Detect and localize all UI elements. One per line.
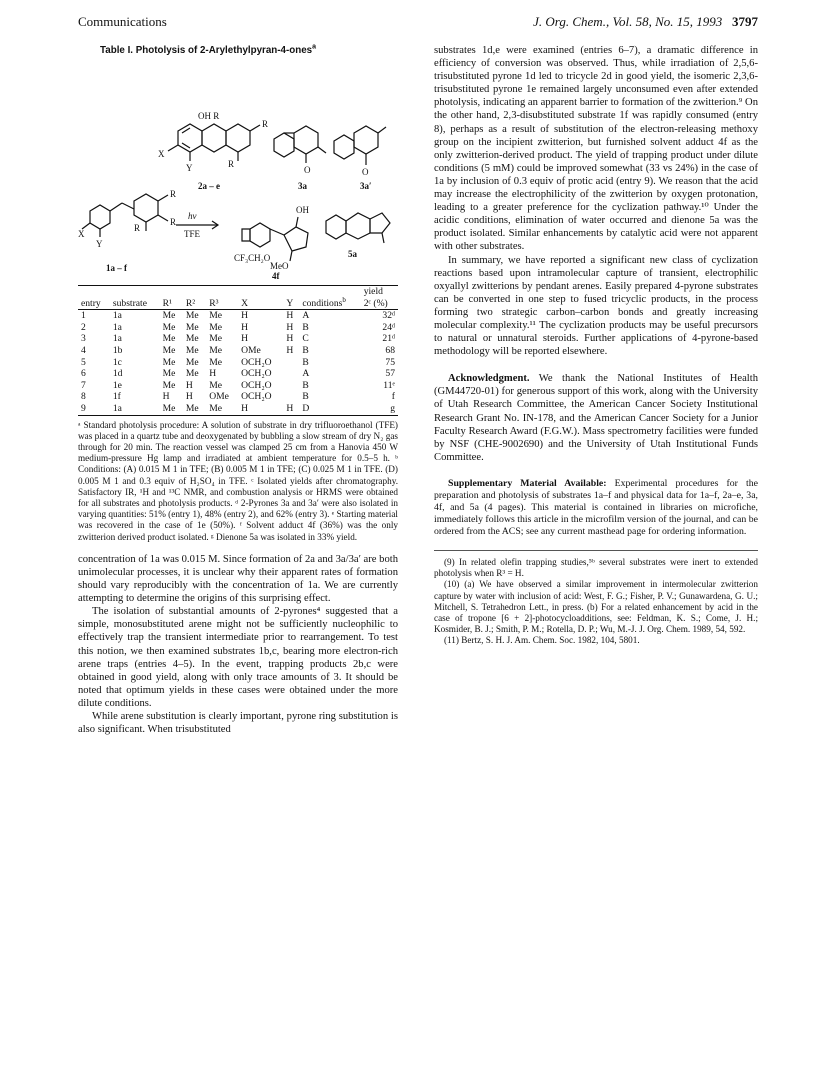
right-column [434, 44, 758, 647]
col-r3: R³ [206, 286, 238, 310]
cell-x: OCH₂O [241, 391, 272, 403]
body-paragraph-2: The isolation of substantial amounts of 2-pyrones⁴ suggested that a simple, monosubstituted arene might not be sufficiently nucleophilic to effectively trap the transient intermediate prior to rearrangement. To test this notion, we then examined substrates 1b,c, bearing more electron-rich arene traps (entries 4–5). In the event, trapping products 2b,c were obtained in good yield, along with only trace amounts of 3. It should be noted that optimum yields in these cases were obtained under the more dilute conditions. [78, 606, 398, 709]
cell-r2: Me [185, 356, 199, 368]
cell-r2: Me [185, 321, 199, 333]
scheme-label-3a-prime: 3a′ [360, 181, 372, 192]
supplementary-material [434, 478, 758, 538]
cell-r2: Me [185, 368, 199, 380]
cell-entry: 2 [81, 321, 86, 333]
cell-r3: Me [206, 403, 238, 415]
cell-x: H [241, 321, 248, 333]
cell-yield: 75 [385, 356, 395, 368]
cell-r1: H [162, 391, 170, 403]
scheme-label-5a: 5a [348, 249, 357, 260]
scheme-label-oh: OH [296, 205, 309, 216]
col-r2: R² [183, 286, 206, 310]
structure-1a-f [82, 194, 168, 237]
cell-r3: H [209, 368, 217, 380]
scheme-label-r2: R [262, 119, 269, 130]
cell-entry: 3 [81, 333, 86, 345]
table-row [78, 322, 398, 334]
col-entry: entry [78, 286, 110, 310]
cell-r1: Me [162, 356, 176, 368]
cell-r3: Me [209, 356, 222, 368]
cell-x: H [238, 403, 283, 415]
cell-y: H [283, 403, 299, 415]
cell-yield: 57 [385, 368, 395, 380]
supplementary-text: Experimental procedures for the preparation and photolysis of substrates 1a–f and physical data for 1a–f, 2a–e, 3a, 4f, and 5a (4 pages). This material is contained in libraries on microfiche, immediately follows this article in the microfilm version of the journal, and can be ordered from the ACS; see any current masthead page for ordering information. [434, 477, 758, 537]
cell-substrate: 1f [112, 391, 121, 403]
cell-conditions: B [302, 345, 309, 357]
col-y: Y [283, 286, 299, 310]
journal-volume: Vol. 58, No. 15, 1993 [612, 14, 723, 29]
cell-entry: 6 [81, 368, 86, 380]
scheme-label-o1: O [304, 165, 311, 176]
cell-yield: 68 [385, 345, 395, 357]
cell-yield: 11ᵉ [383, 379, 395, 391]
cell-r1: Me [162, 379, 176, 391]
cell-yield: g [361, 403, 398, 415]
left-column [78, 44, 398, 736]
scheme-label-r3-sub: R [134, 223, 141, 234]
cell-entry: 9 [78, 403, 110, 415]
scheme-label-r1-sub: R [170, 189, 177, 200]
body-paragraph-4: substrates 1d,e were examined (entries 6–7), a dramatic difference in efficiency of conversion was observed. Thus, while irradiation of 2,5,6-trisubstituted pyrone 1d led to tricycle 2d in good yield, the isomeric 2,3,6-trisubstituted pyrone 1e remained largely unconsumed even after extended photolysis, indicating an apparent barrier to formation of the zwitterion.⁹ On the other hand, 2,3-disubstituted substrate 1f was rapidly consumed (entry 8), perhaps as a result of substitution of the electron-releasing methoxy group on the incipient zwitterion, but furnished solvent adduct 4f as the only zwitterion-derived product. The yield of trapping product under dilute conditions (5 mM) could be improved somewhat (33 vs 24%) in the case of 1a by inclusion of 0.3 equiv of protic acid (entry 9). We reason that the acid may increase the electrophilicity of the zwitterion by oxygen protonation, leading to a greater preference for the cyclization pathway.¹⁰ Under the acidic conditions, elimination of water occurred and dienone 5a was the product isolated. Similar enhancements by catalytic acid were not apparent with other substrates. [434, 45, 758, 253]
table-row [78, 380, 398, 392]
scheme-label-o2: O [362, 167, 369, 178]
running-head [78, 14, 758, 32]
supplementary-heading: Supplementary Material Available: [448, 477, 607, 489]
table-row [78, 310, 398, 322]
cell-y: H [286, 345, 294, 357]
col-x: X [238, 286, 283, 310]
scheme-label-3a: 3a [298, 181, 307, 192]
cell-y: H [286, 321, 294, 333]
body-paragraph-3: While arene substitution is clearly important, pyrone ring substitution is also significant. When trisubstituted [78, 710, 398, 736]
scheme-label-y-sub: Y [96, 239, 103, 250]
cell-entry: 4 [81, 345, 86, 357]
col-conditions: conditions$^b$ [299, 286, 360, 310]
cell-r1: Me [162, 310, 176, 322]
section-label: Communications [78, 14, 167, 29]
scheme-label-oh-r1: OH R [198, 111, 220, 122]
scheme-label-1a-f: 1a – f [106, 263, 127, 274]
cell-yield: 24ᵈ [382, 321, 395, 333]
scheme-label-x-sub: X [78, 229, 85, 240]
cell-conditions: A [302, 310, 310, 322]
cell-r1: Me [162, 345, 176, 357]
journal-citation [533, 14, 758, 30]
scheme-label-x: X [158, 149, 165, 160]
table-row [78, 345, 398, 357]
acknowledgment-text: We thank the National Institutes of Health (GM44720-01) for generous support of this work, along with the University of Utah Research Committee, the American Cancer Society Institutional Research Grant No. IN-178, and the American Cancer Society for a Junior Faculty Research Award (F.G.W.). Mass spectrometry facilities were funded by NSF (CHE-9002690) and the University of Utah Institutional Funds Committee. [434, 373, 758, 463]
cell-conditions: B [302, 356, 309, 368]
cell-r3: Me [209, 310, 222, 322]
cell-y [283, 380, 299, 392]
cell-substrate: 1e [112, 379, 122, 391]
cell-r2: H [185, 379, 193, 391]
photolysis-table [78, 285, 398, 416]
cell-r1: Me [162, 321, 176, 333]
cell-r3: Me [209, 379, 222, 391]
cell-entry: 1 [81, 310, 86, 322]
reaction-scheme [78, 61, 398, 281]
cell-y [283, 391, 299, 403]
cell-x: OCH₂O [241, 379, 272, 391]
cell-x: H [241, 333, 248, 345]
table-row [78, 391, 398, 403]
body-paragraph-1: concentration of 1a was 0.015 M. Since formation of 2a and 3a/3a′ are both unimolecular processes, it is unclear why their apparent rates of formation should vary reproducibly with the concentration of 1a. We are currently attempting to determine the origins of this surprising effect. [78, 553, 398, 605]
journal-page [78, 14, 758, 1054]
table-row [78, 403, 398, 415]
table-row [78, 357, 398, 369]
structure-3a [274, 126, 326, 163]
cell-x: OMe [241, 345, 261, 357]
scheme-arrow-hv: hν [188, 211, 197, 222]
col-r1: R¹ [160, 286, 183, 310]
reference-10: (10) (a) We have observed a similar improvement in intermolecular zwitterion capture by water with inclusion of acid: West, F. G.; Fisher, P. V.; Gunawardena, G. U.; Mitchell, S. Tetrahedron Lett., in press. (b) For a related enhancement by acid in the case of tropone [6 + 2]-photocycloadditions, see: Feldman, K. S.; Come, J. H.; Kosmider, B. J.; Smith, P. M.; Rotella, D. P.; Wu, M.-J. J. Org. Chem. 1989, 54, 592. [434, 579, 758, 635]
cell-x: OCH₂O [241, 368, 272, 380]
cell-r2: Me [185, 310, 199, 322]
reference-9: (9) In related olefin trapping studies,⁵ᵇ several substrates were inert to extended photolysis when R³ = H. [434, 556, 758, 579]
scheme-arrow-tfe: TFE [184, 229, 201, 240]
cell-r3: OMe [209, 391, 229, 403]
cell-r1: Me [160, 403, 183, 415]
col-yield: yield 2ᶜ (%) [361, 286, 398, 310]
references [434, 550, 758, 647]
table-row [78, 368, 398, 380]
scheme-label-r3: R [228, 159, 235, 170]
structure-5a [326, 213, 390, 243]
reference-11: (11) Bertz, S. H. J. Am. Chem. Soc. 1982, 104, 5801. [444, 635, 640, 646]
structure-3a-prime [334, 126, 386, 165]
cell-substrate: 1a [112, 321, 122, 333]
cell-conditions: C [302, 333, 309, 345]
cell-y: H [286, 333, 294, 345]
cell-r2: Me [185, 333, 199, 345]
scheme-label-meo: MeO [270, 261, 289, 272]
cell-entry: 7 [81, 379, 86, 391]
acknowledgment [434, 372, 758, 464]
table-footnotes: ᵃ Standard photolysis procedure: A solution of substrate in dry trifluoroethanol (TFE) was placed in a quartz tube and deoxygenated by bubbling a slow stream of dry N₂ gas through for 20 min. The reaction vessel was clamped 25 cm from a Hanovia 450 W medium-pressure Hg lamp and irradiated at ambient temperature for 0.5–5 h. ᵇ Conditions: (A) 0.015 M 1 in TFE; (B) 0.005 M 1 in TFE; (C) 0.025 M 1 in TFE. (D) 0.005 M 1 and 0.3 equiv of H₂SO₄ in TFE. ᶜ Isolated yields after chromatography. Satisfactory IR, ¹H and ¹³C NMR, and combustion analysis or HRMS were obtained for all substrates and photolysis products. ᵈ 2-Pyrones 3a and 3a′ were also isolated in varying quantities: 51% (entry 1), 48% (entry 2), and 62% (entry 3). ᵉ Starting material was recovered in the case of 1e (50%). ᶠ Solvent adduct 4f (36%) was the only zwitterion derived product isolated. ᵍ Dienone 5a was isolated in 33% yield. [78, 419, 398, 542]
scheme-label-y: Y [186, 163, 193, 174]
cell-r1: Me [162, 368, 176, 380]
cell-x: OCH₂O [241, 356, 272, 368]
cell-r3: Me [209, 345, 222, 357]
cell-r2: Me [183, 403, 206, 415]
cell-x: H [241, 310, 248, 322]
cell-substrate: 1b [112, 345, 123, 357]
cell-substrate: 1c [112, 356, 122, 368]
scheme-label-cf3: CF₃CH₂O [234, 253, 271, 264]
cell-y: H [286, 310, 294, 322]
table-header-row [78, 286, 398, 310]
page-number: 3797 [732, 14, 758, 29]
scheme-label-4f: 4f [272, 271, 280, 282]
cell-yield: 21ᵈ [382, 333, 395, 345]
journal-name: J. Org. Chem., [533, 14, 610, 29]
cell-substrate: 1a [112, 333, 122, 345]
cell-yield: f [391, 391, 395, 403]
cell-r2: H [185, 391, 193, 403]
cell-y [283, 368, 299, 380]
cell-y [283, 357, 299, 369]
cell-entry: 8 [81, 391, 86, 403]
cell-r1: Me [162, 333, 176, 345]
body-paragraph-5: In summary, we have reported a significant new class of cyclization reactions based upon intramolecular capture of transient, electrophilic oxyallyl zwitterions by pendant arenes. Easily prepared 4-pyrone substrates can be converted in one step to fused tricyclic products, in the process forming two strategic carbon–carbon bonds and greatly increasing molecular complexity.¹¹ The cyclization products may be useful precursors to natural or unnatural steroids. Further applications of 4-pyrone-based methodology will be reported elsewhere. [434, 254, 758, 358]
cell-conditions: D [299, 403, 360, 415]
structure-2a-e [168, 124, 260, 161]
cell-substrate: 1d [112, 368, 123, 380]
cell-conditions: B [302, 391, 309, 403]
cell-yield: 32ᵈ [382, 310, 395, 322]
table-row [78, 333, 398, 345]
cell-r3: Me [209, 321, 222, 333]
cell-conditions: A [302, 368, 310, 380]
cell-r2: Me [185, 345, 199, 357]
table-title: Table I. Photolysis of 2-Arylethylpyran-4-ones$^a$ [100, 43, 317, 56]
cell-r3: Me [209, 333, 222, 345]
cell-substrate: 1a [112, 310, 122, 322]
cell-conditions: B [302, 379, 309, 391]
acknowledgment-heading: Acknowledgment. [448, 373, 530, 385]
scheme-label-2a-e: 2a – e [198, 181, 220, 192]
cell-entry: 5 [81, 356, 86, 368]
cell-conditions: B [302, 321, 309, 333]
cell-substrate: 1a [110, 403, 160, 415]
scheme-label-r2-sub: R [170, 217, 177, 228]
col-substrate: substrate [110, 286, 160, 310]
